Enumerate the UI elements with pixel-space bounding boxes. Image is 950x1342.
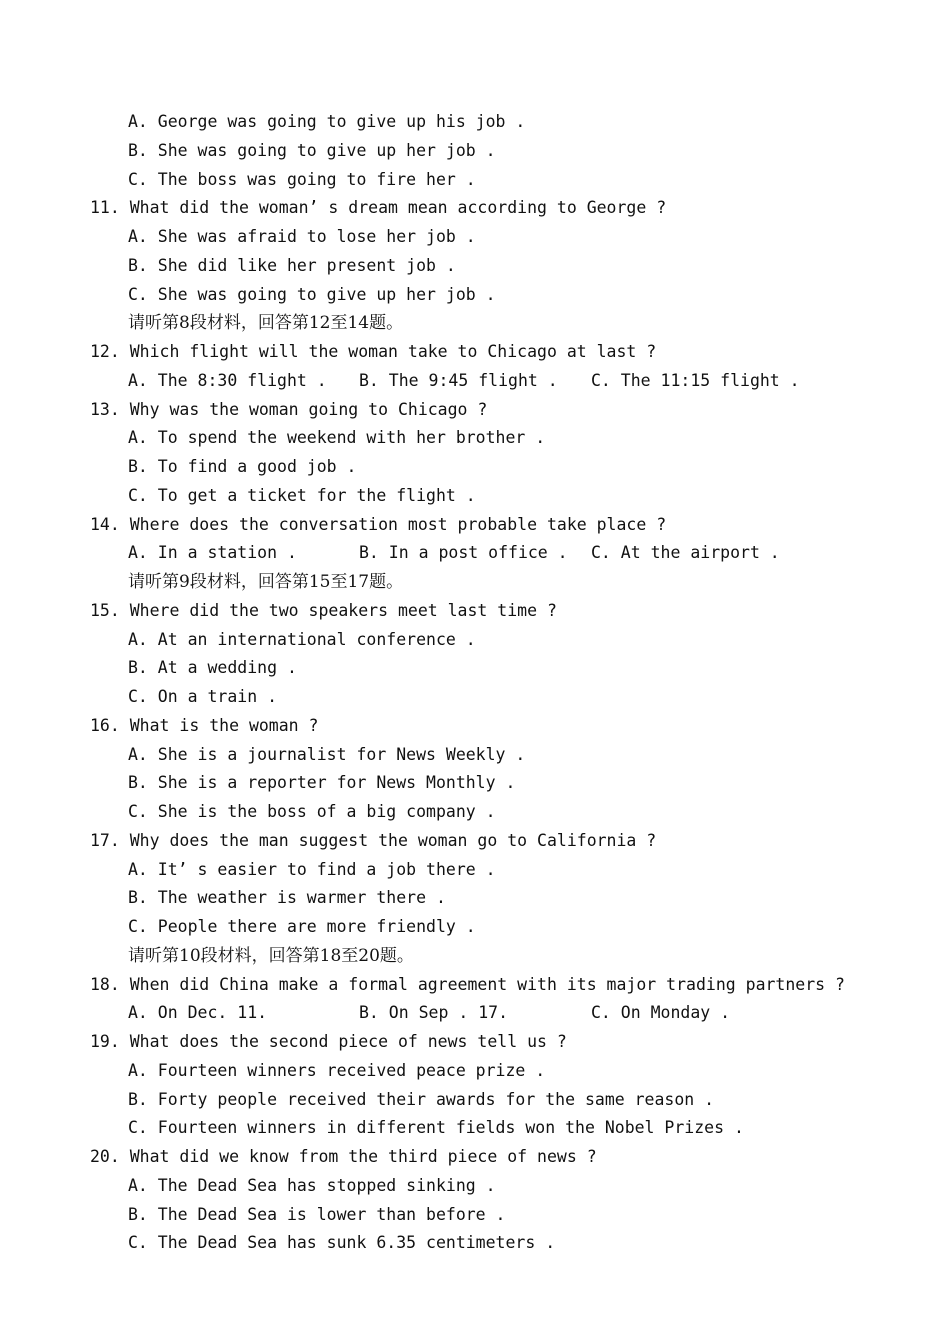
exam-page [0, 108, 950, 1258]
option-19b: B. Forty people received their awards for the same reason . [128, 1089, 715, 1109]
option-13b: B. To find a good job . [128, 457, 357, 476]
option-10c: C. The boss was going to fire her . [128, 169, 476, 189]
option-17a: A. It’ s easier to find a job there . [128, 859, 496, 879]
section-note-10: 请听第10段材料，回答第18至20题。 [128, 945, 414, 966]
option-15b: B. At a wedding . [128, 658, 297, 678]
option-20c: C. The Dead Sea has sunk 6.35 centimeters . [128, 1233, 556, 1253]
options-row-14 [0, 539, 950, 568]
question-20: 20. What did we know from the third piece of news ? [90, 1147, 597, 1166]
option-13c: C. To get a ticket for the flight . [128, 485, 476, 505]
option-18c: C. On Monday . [591, 1003, 731, 1023]
question-11: 11. What did the woman’ s dream mean according to George ? [90, 198, 667, 218]
section-note-8: 请听第8段材料，回答第12至14题。 [128, 313, 404, 334]
option-12c: C. The 11:15 flight . [591, 370, 800, 390]
option-18a: A. On Dec. 11. [128, 1003, 268, 1023]
option-17c: C. People there are more friendly . [128, 917, 476, 936]
option-14c: C. At the airport . [591, 543, 780, 563]
options-row-18 [0, 999, 950, 1028]
option-15a: A. At an international conference . [128, 629, 476, 649]
option-14b: B. In a post office . [359, 543, 568, 563]
option-16a: A. She is a journalist for News Weekly . [128, 744, 526, 764]
option-17b: B. The weather is warmer there . [128, 888, 446, 908]
option-10a: A. George was going to give up his job . [128, 112, 526, 131]
option-11b: B. She did like her present job . [128, 255, 456, 275]
question-18: 18. When did China make a formal agreement with its major trading partners ? [90, 974, 845, 994]
option-20b: B. The Dead Sea is lower than before . [128, 1204, 506, 1224]
option-19c: C. Fourteen winners in different fields won the Nobel Prizes . [128, 1118, 744, 1138]
options-row-12 [0, 367, 950, 396]
option-12a: A. The 8:30 flight . [128, 370, 327, 390]
option-10b: B. She was going to give up her job . [128, 140, 496, 160]
question-19: 19. What does the second piece of news tell us ? [90, 1032, 567, 1051]
question-14: 14. Where does the conversation most probable take place ? [90, 514, 667, 534]
option-13a: A. To spend the weekend with her brother . [128, 428, 546, 448]
option-19a: A. Fourteen winners received peace prize . [128, 1060, 546, 1080]
question-15: 15. Where did the two speakers meet last time ? [90, 600, 557, 620]
option-16c: C. She is the boss of a big company . [128, 802, 496, 821]
option-12b: B. The 9:45 flight . [359, 370, 558, 390]
question-12: 12. Which flight will the woman take to Chicago at last ? [90, 342, 657, 361]
option-20a: A. The Dead Sea has stopped sinking . [128, 1175, 496, 1195]
option-15c: C. On a train . [128, 687, 278, 706]
option-11c: C. She was going to give up her job . [128, 284, 496, 304]
question-17: 17. Why does the man suggest the woman go to California ? [90, 830, 657, 850]
option-16b: B. She is a reporter for News Monthly . [128, 773, 516, 793]
question-13: 13. Why was the woman going to Chicago ? [90, 399, 488, 419]
option-18b: B. On Sep . 17. [359, 1003, 509, 1023]
section-note-9: 请听第9段材料，回答第15至17题。 [128, 572, 404, 592]
option-11a: A. She was afraid to lose her job . [128, 227, 476, 246]
question-16: 16. What is the woman ? [90, 715, 319, 735]
option-14a: A. In a station . [128, 543, 297, 563]
